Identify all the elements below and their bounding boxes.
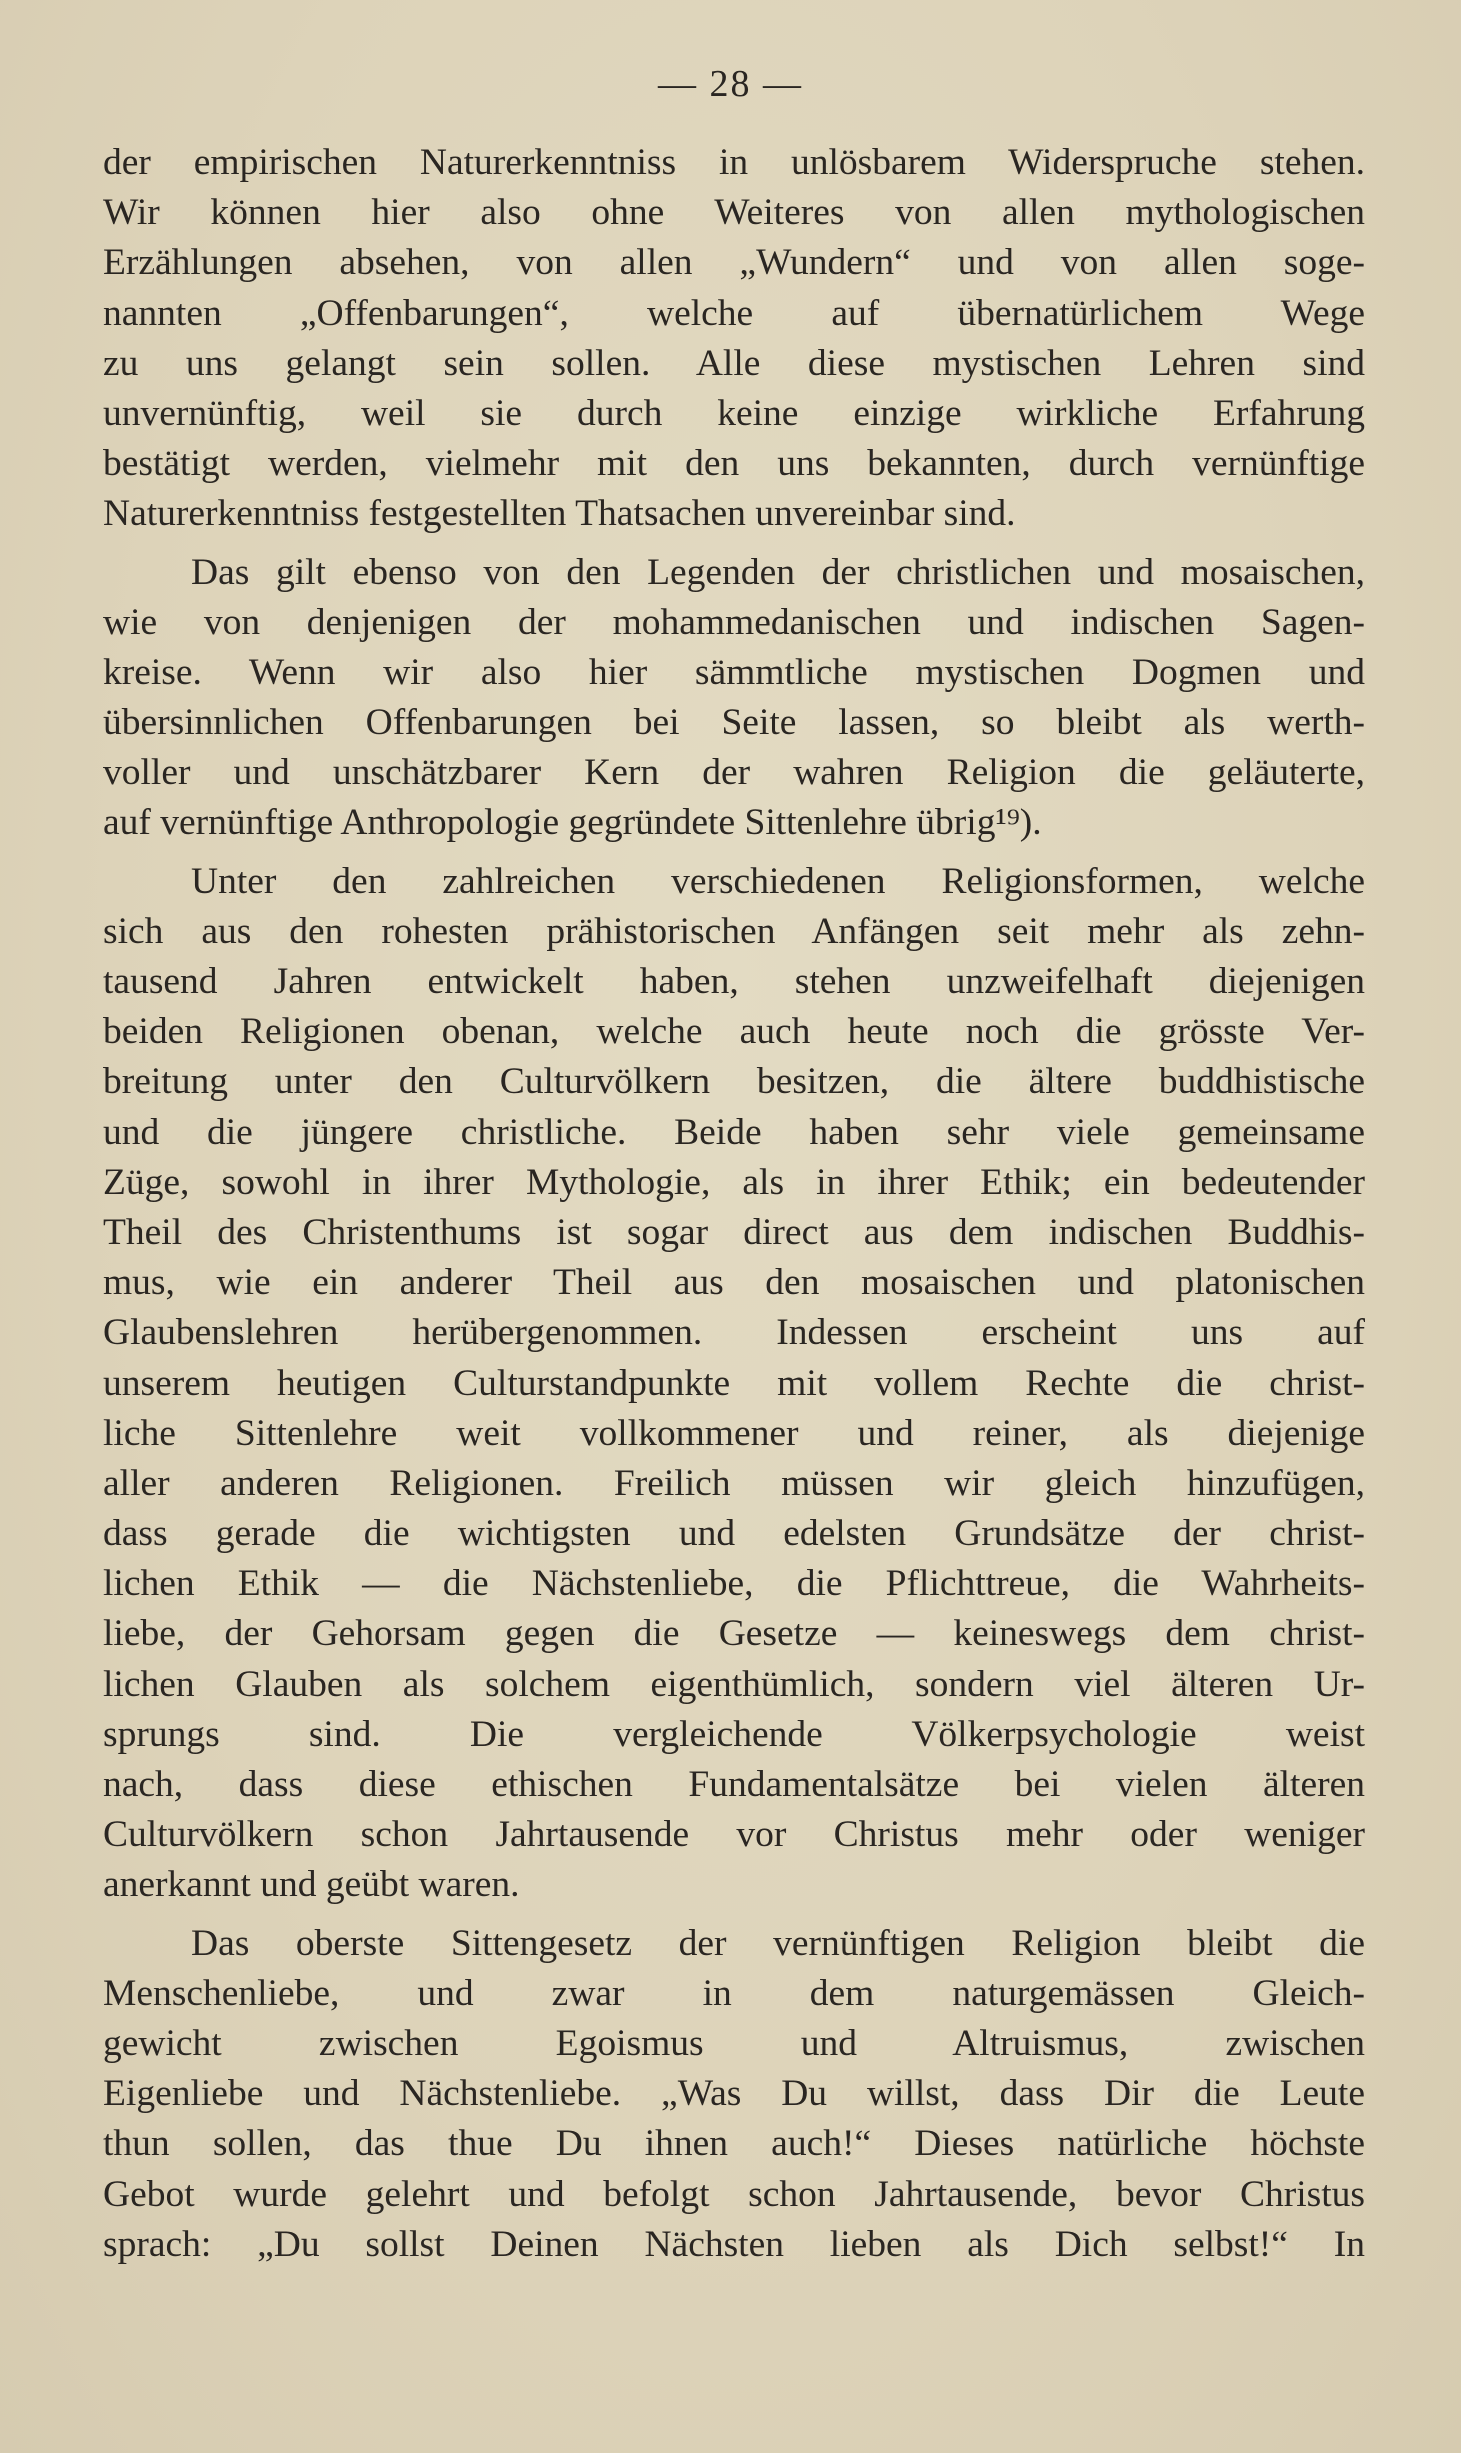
text-line: bestätigt werden, vielmehr mit den uns bekannten, durch vernünftige xyxy=(103,443,1365,485)
text-line: wie von denjenigen der mohammedanischen und indischen Sagen- xyxy=(103,601,1365,643)
text-line: beiden Religionen obenan, welche auch heute noch die grösste Ver- xyxy=(103,1011,1365,1053)
body-text xyxy=(103,138,1365,2270)
text-line: Theil des Christenthums ist sogar direct aus dem indischen Buddhis- xyxy=(103,1211,1365,1253)
text-line: zu uns gelangt sein sollen. Alle diese mystischen Lehren sind xyxy=(103,342,1365,384)
text-line: unserem heutigen Culturstandpunkte mit vollem Rechte die christ- xyxy=(103,1362,1365,1404)
text-line: Unter den zahlreichen verschiedenen Religionsformen, welche xyxy=(191,860,1365,902)
text-line: Das oberste Sittengesetz der vernünftigen Religion bleibt die xyxy=(191,1922,1365,1964)
text-line: liche Sittenlehre weit vollkommener und reiner, als diejenige xyxy=(103,1412,1365,1454)
page-number: — 28 — xyxy=(658,63,803,105)
text-line: sich aus den rohesten prähistorischen Anfängen seit mehr als zehn- xyxy=(103,910,1365,952)
paragraph xyxy=(103,857,1365,1911)
text-line: Naturerkenntniss festgestellten Thatsachen unvereinbar sind. xyxy=(103,493,1016,535)
text-line: lichen Glauben als solchem eigenthümlich, sondern viel älteren Ur- xyxy=(103,1663,1365,1705)
text-line: unvernünftig, weil sie durch keine einzige wirkliche Erfahrung xyxy=(103,392,1365,434)
text-line: Glaubenslehren herübergenommen. Indessen erscheint uns auf xyxy=(103,1312,1365,1354)
text-line: liebe, der Gehorsam gegen die Gesetze — keineswegs dem christ- xyxy=(103,1613,1365,1655)
paragraph xyxy=(103,548,1365,849)
text-line: Das gilt ebenso von den Legenden der christlichen und mosaischen, xyxy=(191,551,1365,593)
text-line: Wir können hier also ohne Weiteres von allen mythologischen xyxy=(103,192,1365,234)
text-line: dass gerade die wichtigsten und edelsten Grundsätze der christ- xyxy=(103,1513,1365,1555)
text-line: nach, dass diese ethischen Fundamentalsätze bei vielen älteren xyxy=(103,1764,1365,1805)
text-line: und die jüngere christliche. Beide haben sehr viele gemeinsame xyxy=(103,1111,1365,1153)
text-line: Eigenliebe und Nächstenliebe. „Was Du willst, dass Dir die Leute xyxy=(103,2073,1365,2115)
text-line: lichen Ethik — die Nächstenliebe, die Pflichttreue, die Wahrheits- xyxy=(103,1563,1365,1605)
text-line: Züge, sowohl in ihrer Mythologie, als in ihrer Ethik; ein bedeutender xyxy=(103,1161,1365,1203)
text-line: kreise. Wenn wir also hier sämmtliche mystischen Dogmen und xyxy=(103,651,1365,693)
paragraph xyxy=(103,1919,1365,2270)
text-line: Gebot wurde gelehrt und befolgt schon Jahrtausende, bevor Christus xyxy=(103,2173,1365,2215)
text-line: thun sollen, das thue Du ihnen auch!“ Dieses natürliche höchste xyxy=(103,2123,1365,2165)
text-line: breitung unter den Culturvölkern besitzen, die ältere buddhistische xyxy=(103,1061,1365,1103)
text-line: tausend Jahren entwickelt haben, stehen unzweifelhaft diejenigen xyxy=(103,961,1365,1002)
paragraph-gap xyxy=(103,849,1365,857)
paragraph-gap xyxy=(103,1911,1365,1919)
paragraph-gap xyxy=(103,540,1365,548)
text-line: sprach: „Du sollst Deinen Nächsten lieben als Dich selbst!“ In xyxy=(103,2223,1365,2265)
text-line: aller anderen Religionen. Freilich müssen wir gleich hinzufügen, xyxy=(103,1462,1365,1504)
text-line: mus, wie ein anderer Theil aus den mosaischen und platonischen xyxy=(103,1262,1365,1304)
text-line: Erzählungen absehen, von allen „Wundern“ und von allen soge- xyxy=(103,242,1365,284)
text-line: sprungs sind. Die vergleichende Völkerpsychologie weist xyxy=(103,1713,1365,1755)
paragraph xyxy=(103,138,1365,540)
text-line: nannten „Offenbarungen“, welche auf übernatürlichem Wege xyxy=(103,292,1365,334)
text-line: anerkannt und geübt waren. xyxy=(103,1864,520,1906)
text-line: gewicht zwischen Egoismus und Altruismus, zwischen xyxy=(103,2022,1365,2064)
text-line: Menschenliebe, und zwar in dem naturgemässen Gleich- xyxy=(103,1972,1365,2014)
text-line: Culturvölkern schon Jahrtausende vor Christus mehr oder weniger xyxy=(103,1814,1365,1856)
text-line: übersinnlichen Offenbarungen bei Seite lassen, so bleibt als werth- xyxy=(103,702,1365,744)
text-line: der empirischen Naturerkenntniss in unlösbarem Widerspruche stehen. xyxy=(103,142,1365,183)
text-line: auf vernünftige Anthropologie gegründete Sittenlehre übrig¹⁹). xyxy=(103,802,1042,844)
text-line: voller und unschätzbarer Kern der wahren Religion die geläuterte, xyxy=(103,752,1365,794)
